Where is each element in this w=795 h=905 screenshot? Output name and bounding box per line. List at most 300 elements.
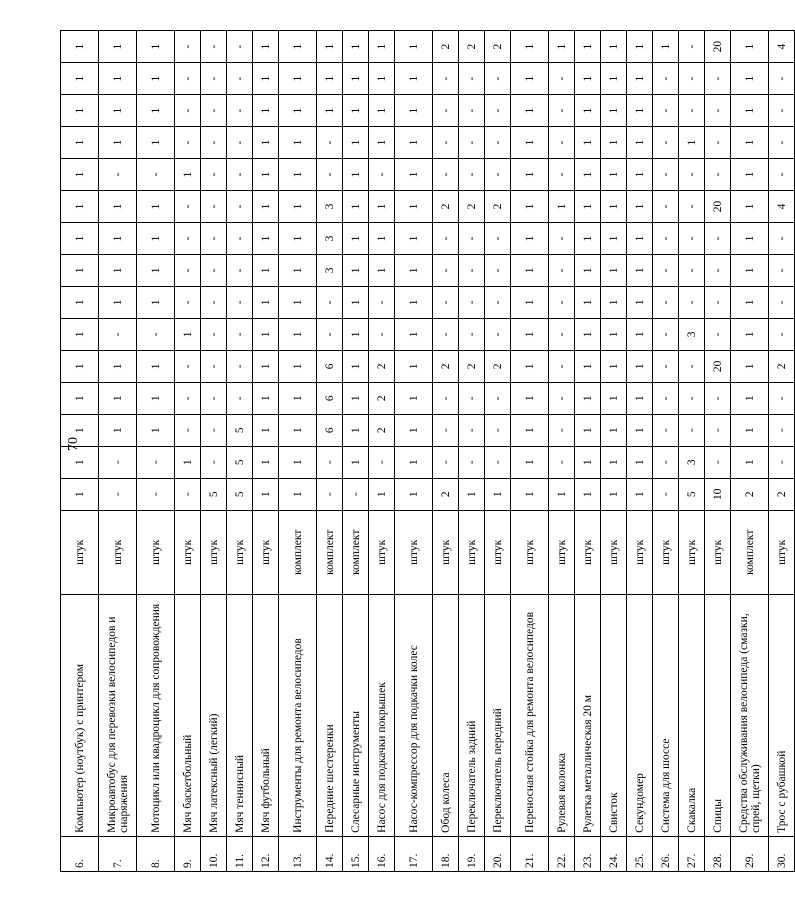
quantity-cell: 1 — [575, 31, 601, 63]
quantity-cell: - — [769, 318, 795, 350]
quantity-cell: 1 — [61, 254, 99, 286]
quantity-cell: - — [679, 63, 705, 95]
quantity-cell: 1 — [137, 190, 175, 222]
quantity-cell: 1 — [279, 127, 317, 159]
quantity-cell: 2 — [369, 350, 395, 382]
quantity-cell: - — [653, 478, 679, 510]
item-unit: штук — [485, 510, 511, 594]
quantity-cell: - — [433, 159, 459, 191]
quantity-cell: 1 — [511, 127, 549, 159]
row-number: 28. — [705, 836, 731, 871]
quantity-cell: - — [227, 127, 253, 159]
quantity-cell: 1 — [99, 95, 137, 127]
item-unit: штук — [705, 510, 731, 594]
quantity-cell: 1 — [137, 127, 175, 159]
row-number: 13. — [279, 836, 317, 871]
quantity-cell: - — [549, 286, 575, 318]
item-name: Система для шоссе — [653, 594, 679, 836]
quantity-cell: 1 — [511, 159, 549, 191]
table-row — [627, 31, 653, 872]
row-number: 10. — [201, 836, 227, 871]
quantity-cell: 1 — [343, 414, 369, 446]
quantity-cell: 1 — [61, 350, 99, 382]
quantity-cell: - — [769, 159, 795, 191]
quantity-cell: - — [679, 350, 705, 382]
item-name: Обод колеса — [433, 594, 459, 836]
quantity-cell: - — [175, 414, 201, 446]
quantity-cell: - — [485, 159, 511, 191]
quantity-cell: 1 — [61, 382, 99, 414]
item-name: Мяч футбольный — [253, 594, 279, 836]
quantity-cell: - — [705, 95, 731, 127]
quantity-cell: - — [433, 222, 459, 254]
quantity-cell: 1 — [61, 286, 99, 318]
quantity-cell: - — [769, 286, 795, 318]
quantity-cell: 1 — [279, 95, 317, 127]
quantity-cell: - — [485, 63, 511, 95]
item-name: Компьютер (ноутбук) с принтером — [61, 594, 99, 836]
quantity-cell: 1 — [627, 63, 653, 95]
quantity-cell: - — [227, 159, 253, 191]
quantity-cell: 1 — [343, 350, 369, 382]
quantity-cell: 1 — [601, 31, 627, 63]
quantity-cell: - — [705, 63, 731, 95]
item-name: Насос-компрессор для подкачки колес — [395, 594, 433, 836]
quantity-cell: 1 — [137, 286, 175, 318]
quantity-cell: - — [679, 159, 705, 191]
quantity-cell: 1 — [175, 318, 201, 350]
quantity-cell: 1 — [601, 254, 627, 286]
quantity-cell: 1 — [731, 446, 769, 478]
quantity-cell: 1 — [549, 31, 575, 63]
quantity-cell: - — [433, 318, 459, 350]
quantity-cell: - — [679, 286, 705, 318]
quantity-cell: - — [137, 159, 175, 191]
row-number: 29. — [731, 836, 769, 871]
quantity-cell: 1 — [601, 222, 627, 254]
quantity-cell: 1 — [61, 190, 99, 222]
quantity-cell: - — [769, 95, 795, 127]
quantity-cell: - — [227, 254, 253, 286]
quantity-cell: 1 — [731, 222, 769, 254]
quantity-cell: 5 — [679, 478, 705, 510]
quantity-cell: - — [227, 286, 253, 318]
quantity-cell: 1 — [731, 286, 769, 318]
quantity-cell: 1 — [99, 350, 137, 382]
quantity-cell: - — [653, 414, 679, 446]
quantity-cell: - — [653, 286, 679, 318]
row-number: 12. — [253, 836, 279, 871]
quantity-cell: - — [175, 127, 201, 159]
quantity-cell: 2 — [485, 31, 511, 63]
quantity-cell: 5 — [227, 446, 253, 478]
quantity-cell: - — [175, 222, 201, 254]
quantity-cell: - — [485, 286, 511, 318]
quantity-cell: 1 — [279, 350, 317, 382]
table-row — [317, 31, 343, 872]
quantity-cell: 1 — [343, 286, 369, 318]
quantity-cell: 1 — [369, 478, 395, 510]
quantity-cell: 1 — [99, 286, 137, 318]
quantity-cell: 1 — [137, 350, 175, 382]
quantity-cell: 1 — [511, 478, 549, 510]
item-unit: комплект — [343, 510, 369, 594]
quantity-cell: - — [549, 254, 575, 286]
quantity-cell: 1 — [61, 31, 99, 63]
quantity-cell: 1 — [511, 31, 549, 63]
quantity-cell: 1 — [627, 127, 653, 159]
quantity-cell: 1 — [253, 318, 279, 350]
quantity-cell: 1 — [253, 159, 279, 191]
quantity-cell: - — [175, 254, 201, 286]
quantity-cell: 1 — [61, 414, 99, 446]
quantity-cell: - — [175, 63, 201, 95]
table-row — [395, 31, 433, 872]
quantity-cell: 6 — [317, 350, 343, 382]
quantity-cell: 1 — [99, 254, 137, 286]
quantity-cell: - — [485, 254, 511, 286]
quantity-cell: 1 — [395, 350, 433, 382]
quantity-cell: - — [317, 318, 343, 350]
quantity-cell: 1 — [601, 446, 627, 478]
quantity-cell: - — [549, 222, 575, 254]
quantity-cell: - — [369, 286, 395, 318]
item-name: Средства обслуживания велосипеда (смазки, спрей, щетки) — [731, 594, 769, 836]
item-unit: штук — [61, 510, 99, 594]
quantity-cell: 3 — [679, 318, 705, 350]
quantity-cell: - — [769, 63, 795, 95]
quantity-cell: 1 — [731, 414, 769, 446]
quantity-cell: 1 — [395, 478, 433, 510]
item-unit: штук — [369, 510, 395, 594]
quantity-cell: 1 — [395, 63, 433, 95]
row-number: 25. — [627, 836, 653, 871]
quantity-cell: 1 — [279, 254, 317, 286]
quantity-cell: 1 — [653, 31, 679, 63]
quantity-cell: 2 — [459, 31, 485, 63]
quantity-cell: 1 — [253, 127, 279, 159]
quantity-cell: 1 — [343, 63, 369, 95]
quantity-cell: - — [99, 318, 137, 350]
quantity-cell: - — [201, 159, 227, 191]
row-number: 11. — [227, 836, 253, 871]
item-name: Мяч баскетбольный — [175, 594, 201, 836]
table-row — [601, 31, 627, 872]
quantity-cell: - — [433, 382, 459, 414]
quantity-cell: - — [227, 63, 253, 95]
row-number: 9. — [175, 836, 201, 871]
quantity-cell: 1 — [279, 446, 317, 478]
quantity-cell: - — [175, 478, 201, 510]
quantity-cell: - — [433, 286, 459, 318]
quantity-cell: - — [549, 95, 575, 127]
quantity-cell: 1 — [395, 159, 433, 191]
quantity-cell: 1 — [395, 127, 433, 159]
quantity-cell: 1 — [601, 190, 627, 222]
row-number: 26. — [653, 836, 679, 871]
quantity-cell: - — [705, 127, 731, 159]
quantity-cell: 1 — [627, 190, 653, 222]
quantity-cell: 1 — [61, 127, 99, 159]
quantity-cell: 1 — [731, 127, 769, 159]
item-unit: штук — [175, 510, 201, 594]
quantity-cell: 1 — [343, 446, 369, 478]
quantity-cell: 2 — [459, 190, 485, 222]
quantity-cell: 1 — [137, 95, 175, 127]
quantity-cell: - — [459, 446, 485, 478]
quantity-cell: - — [549, 414, 575, 446]
quantity-cell: 1 — [279, 414, 317, 446]
quantity-cell: - — [201, 127, 227, 159]
quantity-cell: - — [201, 190, 227, 222]
row-number: 17. — [395, 836, 433, 871]
item-unit: штук — [769, 510, 795, 594]
table-row — [549, 31, 575, 872]
row-number: 24. — [601, 836, 627, 871]
item-unit: штук — [227, 510, 253, 594]
quantity-cell: 1 — [395, 318, 433, 350]
item-name: Рулетка металлическая 20 м — [575, 594, 601, 836]
table-row — [485, 31, 511, 872]
item-name: Скакалка — [679, 594, 705, 836]
quantity-cell: 1 — [601, 159, 627, 191]
item-unit: штук — [575, 510, 601, 594]
quantity-cell: 1 — [61, 63, 99, 95]
quantity-cell: 1 — [601, 478, 627, 510]
quantity-cell: - — [653, 95, 679, 127]
quantity-cell: 1 — [511, 254, 549, 286]
quantity-cell: - — [201, 382, 227, 414]
item-name: Инструменты для ремонта велосипедов — [279, 594, 317, 836]
quantity-cell: - — [175, 190, 201, 222]
quantity-cell: 4 — [769, 31, 795, 63]
quantity-cell: 2 — [433, 478, 459, 510]
item-name: Переключатель задний — [459, 594, 485, 836]
quantity-cell: 1 — [627, 350, 653, 382]
quantity-cell: 1 — [99, 127, 137, 159]
quantity-cell: 1 — [679, 127, 705, 159]
quantity-cell: - — [769, 127, 795, 159]
quantity-cell: 20 — [705, 190, 731, 222]
item-unit: штук — [679, 510, 705, 594]
item-unit: штук — [395, 510, 433, 594]
quantity-cell: - — [433, 127, 459, 159]
quantity-cell: - — [653, 382, 679, 414]
quantity-cell: - — [653, 350, 679, 382]
table-row — [769, 31, 795, 872]
quantity-cell: 2 — [433, 350, 459, 382]
quantity-cell: - — [201, 446, 227, 478]
quantity-cell: - — [679, 95, 705, 127]
quantity-cell: - — [227, 190, 253, 222]
row-number: 21. — [511, 836, 549, 871]
quantity-cell: 1 — [343, 190, 369, 222]
quantity-cell: 1 — [99, 382, 137, 414]
quantity-cell: - — [99, 478, 137, 510]
quantity-cell: 1 — [601, 414, 627, 446]
quantity-cell: 1 — [61, 159, 99, 191]
quantity-cell: - — [459, 127, 485, 159]
quantity-cell: 1 — [395, 414, 433, 446]
quantity-cell: 1 — [459, 478, 485, 510]
quantity-cell: - — [705, 286, 731, 318]
quantity-cell: - — [433, 446, 459, 478]
quantity-cell: 1 — [485, 478, 511, 510]
quantity-cell: - — [653, 446, 679, 478]
quantity-cell: 2 — [433, 190, 459, 222]
quantity-cell: 1 — [549, 478, 575, 510]
quantity-cell: 1 — [99, 190, 137, 222]
table-row — [653, 31, 679, 872]
table-row — [705, 31, 731, 872]
quantity-cell: 3 — [317, 190, 343, 222]
quantity-cell: 1 — [369, 63, 395, 95]
page-number: 70 — [66, 437, 81, 451]
item-name: Переключатель передний — [485, 594, 511, 836]
quantity-cell: 1 — [627, 222, 653, 254]
quantity-cell: - — [317, 286, 343, 318]
item-unit: штук — [137, 510, 175, 594]
quantity-cell: - — [175, 31, 201, 63]
quantity-cell: 1 — [627, 318, 653, 350]
quantity-cell: 1 — [511, 190, 549, 222]
quantity-cell: - — [485, 222, 511, 254]
item-name: Мотоцикл или квадроцикл для сопровождения — [137, 594, 175, 836]
quantity-cell: 1 — [253, 31, 279, 63]
quantity-cell: 1 — [137, 63, 175, 95]
quantity-cell: 10 — [705, 478, 731, 510]
table-row — [459, 31, 485, 872]
quantity-cell: 1 — [253, 63, 279, 95]
quantity-cell: 1 — [511, 222, 549, 254]
quantity-cell: - — [679, 190, 705, 222]
quantity-cell: 1 — [61, 318, 99, 350]
quantity-cell: - — [549, 63, 575, 95]
quantity-cell: 1 — [395, 254, 433, 286]
quantity-cell: - — [343, 478, 369, 510]
quantity-cell: - — [769, 414, 795, 446]
row-number: 30. — [769, 836, 795, 871]
quantity-cell: - — [317, 478, 343, 510]
quantity-cell: 1 — [575, 446, 601, 478]
quantity-cell: 1 — [511, 446, 549, 478]
quantity-cell: 1 — [731, 318, 769, 350]
item-name: Слесарные инструменты — [343, 594, 369, 836]
quantity-cell: - — [459, 286, 485, 318]
quantity-cell: 3 — [317, 254, 343, 286]
item-unit: штук — [511, 510, 549, 594]
quantity-cell: 1 — [575, 127, 601, 159]
quantity-cell: 1 — [511, 414, 549, 446]
quantity-cell: - — [485, 414, 511, 446]
item-unit: штук — [459, 510, 485, 594]
quantity-cell: 1 — [575, 190, 601, 222]
quantity-cell: 1 — [279, 63, 317, 95]
quantity-cell: - — [201, 414, 227, 446]
quantity-cell: 1 — [395, 222, 433, 254]
quantity-cell: 1 — [731, 63, 769, 95]
quantity-cell: 1 — [601, 95, 627, 127]
quantity-cell: - — [201, 286, 227, 318]
item-unit: штук — [653, 510, 679, 594]
quantity-cell: - — [201, 63, 227, 95]
quantity-cell: 1 — [731, 190, 769, 222]
quantity-cell: - — [137, 318, 175, 350]
quantity-cell: 1 — [511, 95, 549, 127]
quantity-cell: 1 — [575, 478, 601, 510]
quantity-cell: 1 — [137, 382, 175, 414]
table-row — [731, 31, 769, 872]
quantity-cell: - — [459, 159, 485, 191]
quantity-cell: - — [485, 318, 511, 350]
quantity-cell: 1 — [137, 222, 175, 254]
quantity-cell: - — [705, 159, 731, 191]
quantity-cell: 1 — [175, 446, 201, 478]
item-name: Трос с рубашкой — [769, 594, 795, 836]
quantity-cell: 1 — [601, 286, 627, 318]
quantity-cell: 1 — [369, 190, 395, 222]
quantity-cell: 1 — [601, 382, 627, 414]
quantity-cell: 1 — [549, 190, 575, 222]
quantity-cell: 1 — [627, 446, 653, 478]
item-name: Спицы — [705, 594, 731, 836]
table-row — [343, 31, 369, 872]
item-unit: штук — [627, 510, 653, 594]
quantity-cell: 1 — [575, 95, 601, 127]
quantity-cell: - — [705, 382, 731, 414]
quantity-cell: - — [227, 95, 253, 127]
quantity-cell: 1 — [575, 63, 601, 95]
item-unit: штук — [549, 510, 575, 594]
quantity-cell: 2 — [369, 414, 395, 446]
table-row — [137, 31, 175, 872]
quantity-cell: 2 — [769, 350, 795, 382]
quantity-cell: 1 — [731, 350, 769, 382]
row-number: 18. — [433, 836, 459, 871]
quantity-cell: - — [137, 446, 175, 478]
item-unit: штук — [433, 510, 459, 594]
row-number: 15. — [343, 836, 369, 871]
quantity-cell: 1 — [253, 286, 279, 318]
quantity-cell: 5 — [201, 478, 227, 510]
item-unit: комплект — [317, 510, 343, 594]
quantity-cell: 1 — [253, 446, 279, 478]
quantity-cell: - — [653, 159, 679, 191]
quantity-cell: - — [653, 318, 679, 350]
quantity-cell: - — [549, 127, 575, 159]
quantity-cell: - — [679, 382, 705, 414]
item-name: Свисток — [601, 594, 627, 836]
table-row — [175, 31, 201, 872]
quantity-cell: 1 — [279, 31, 317, 63]
table-row — [575, 31, 601, 872]
quantity-cell: 1 — [575, 318, 601, 350]
quantity-cell: - — [201, 95, 227, 127]
quantity-cell: 1 — [575, 254, 601, 286]
quantity-cell: - — [175, 382, 201, 414]
quantity-cell: 1 — [369, 31, 395, 63]
quantity-cell: - — [549, 382, 575, 414]
quantity-cell: - — [459, 254, 485, 286]
quantity-cell: 1 — [395, 190, 433, 222]
quantity-cell: 1 — [253, 478, 279, 510]
quantity-cell: 1 — [627, 254, 653, 286]
quantity-cell: - — [459, 63, 485, 95]
quantity-cell: 1 — [731, 95, 769, 127]
item-name: Секундомер — [627, 594, 653, 836]
quantity-cell: 1 — [99, 31, 137, 63]
quantity-cell: - — [227, 222, 253, 254]
